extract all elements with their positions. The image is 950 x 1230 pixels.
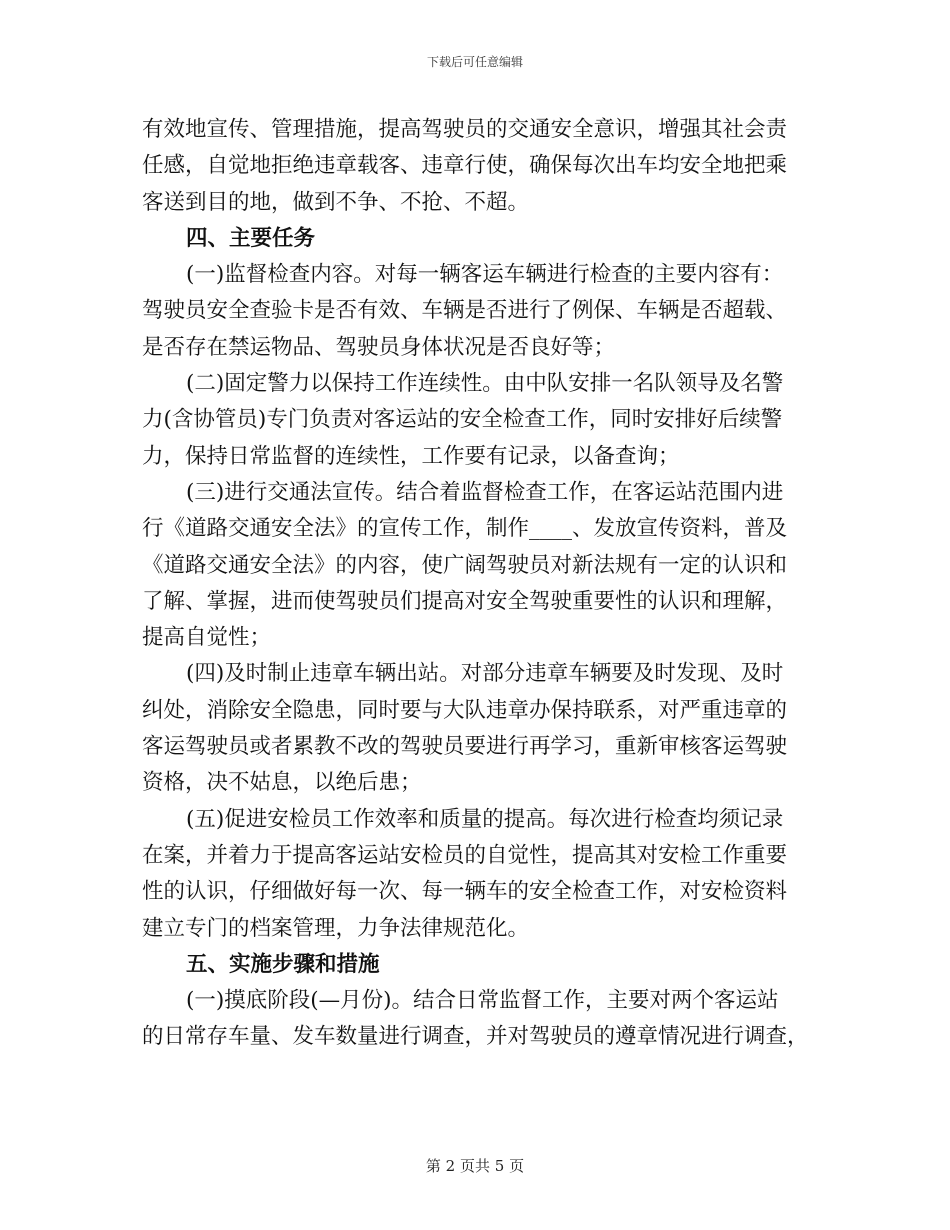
text-line: 行《道路交通安全法》的宣传工作，制作____、发放宣传资料，普及 [142, 516, 788, 542]
section-heading: 四、主要任务 [186, 225, 316, 251]
text-line: 性的认识，仔细做好每一次、每一辆车的安全检查工作，对安检资料 [142, 879, 788, 905]
text-line: 在案，并着力于提高客运站安检员的自觉性，提高其对安检工作重要 [142, 842, 788, 868]
text-line: 客送到目的地，做到不争、不抢、不超。 [142, 189, 530, 215]
text-line: (二)固定警力以保持工作连续性。由中队安排一名队领导及名警 [186, 371, 784, 397]
text-line: 纠处，消除安全隐患，同时要与大队违章办保持联系，对严重违章的 [142, 697, 788, 723]
page-number: 第 2 页共 5 页 [425, 1157, 525, 1175]
text-line: (五)促进安检员工作效率和质量的提高。每次进行检查均须记录 [186, 806, 784, 832]
text-line: 提高自觉性； [142, 625, 272, 651]
text-line: 客运驾驶员或者累教不改的驾驶员要进行再学习，重新审核客运驾驶 [142, 734, 788, 760]
text-line: 有效地宣传、管理措施，提高驾驶员的交通安全意识，增强其社会责 [142, 117, 788, 142]
text-line: 是否存在禁运物品、驾驶员身体状况是否良好等； [142, 334, 616, 360]
text-line: 建立专门的档案管理，力争法律规范化。 [142, 915, 530, 941]
text-line: 资格，决不姑息，以绝后患； [142, 770, 422, 796]
text-line: 任感，自觉地拒绝违章载客、违章行使，确保每次出车均安全地把乘 [142, 153, 788, 179]
text-line: 力，保持日常监督的连续性，工作要有记录，以备查询； [142, 443, 680, 469]
text-line: 的日常存车量、发车数量进行调查，并对驾驶员的遵章情况进行调查， [142, 1024, 809, 1050]
text-line: 了解、掌握，进而使驾驶员们提高对安全驾驶重要性的认识和理解， [142, 588, 788, 614]
text-line: 力(含协管员)专门负责对客运站的安全检查工作，同时安排好后续警 [142, 407, 783, 433]
text-line: (一)摸底阶段(—月份)。结合日常监督工作，主要对两个客运站 [186, 988, 779, 1014]
section-heading: 五、实施步骤和措施 [186, 951, 380, 977]
document-body [142, 112, 808, 1056]
text-line: 驾驶员安全查验卡是否有效、车辆是否进行了例保、车辆是否超载、 [142, 298, 788, 324]
text-line: 《道路交通安全法》的内容，使广阔驾驶员对新法规有一定的认识和 [142, 552, 788, 578]
text-line: (一)监督检查内容。对每一辆客运车辆进行检查的主要内容有： [186, 262, 784, 288]
text-line: (四)及时制止违章车辆出站。对部分违章车辆要及时发现、及时 [186, 661, 784, 687]
page-header-note: 下载后可任意编辑 [426, 55, 523, 69]
text-line: (三)进行交通法宣传。结合着监督检查工作，在客运站范围内进 [186, 479, 784, 505]
